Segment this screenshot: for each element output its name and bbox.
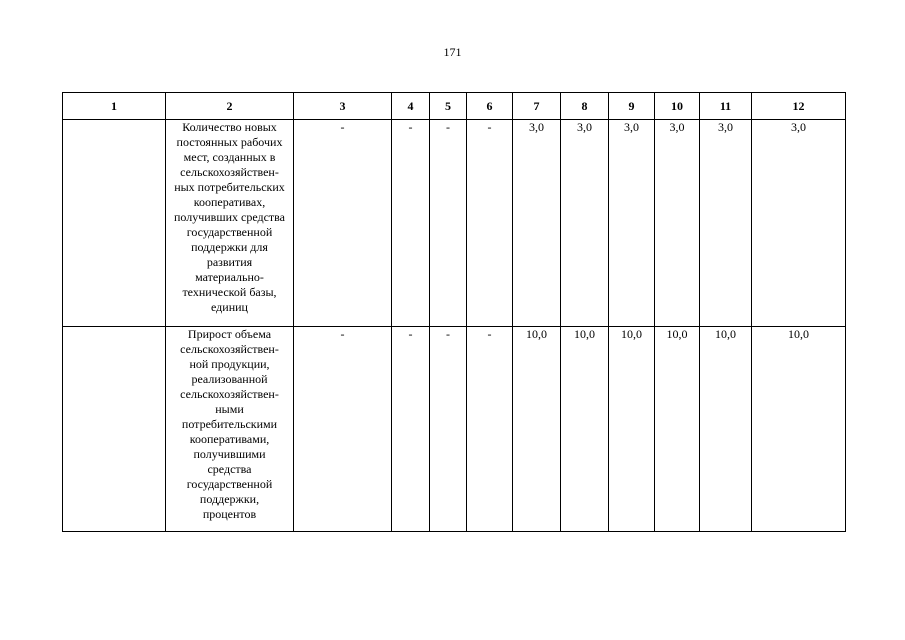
header-col-5: 5 [430, 93, 467, 120]
header-col-9: 9 [609, 93, 655, 120]
description-line: ных потребительских [174, 180, 285, 194]
description-line: поддержки для [191, 240, 268, 254]
header-col-3: 3 [294, 93, 392, 120]
value-cell: - [392, 327, 430, 532]
row-number-cell [63, 327, 166, 532]
value-cell: 10,0 [700, 327, 752, 532]
value-cell: 3,0 [752, 120, 846, 327]
value-cell: 10,0 [752, 327, 846, 532]
table-header-row [63, 93, 846, 120]
description-line: постоянных рабочих [176, 135, 283, 149]
header-col-8: 8 [561, 93, 609, 120]
value-cell: 3,0 [513, 120, 561, 327]
description-line: ными [215, 402, 244, 416]
header-col-11: 11 [700, 93, 752, 120]
description-line: сельскохозяйствен- [180, 342, 279, 356]
description-line: реализованной [191, 372, 268, 386]
value-cell: - [467, 327, 513, 532]
description-line: технической базы, [182, 285, 277, 299]
value-cell: 10,0 [655, 327, 700, 532]
value-cell: 3,0 [561, 120, 609, 327]
indicator-description [166, 120, 294, 327]
page-number: 171 [443, 45, 462, 59]
row-number-cell [63, 120, 166, 327]
header-col-12: 12 [752, 93, 846, 120]
value-cell: 3,0 [609, 120, 655, 327]
description-line: потребительскими [181, 417, 278, 431]
table-row [63, 327, 846, 532]
description-line: процентов [202, 507, 257, 521]
description-line: материально- [195, 270, 264, 284]
header-col-2: 2 [166, 93, 294, 120]
header-col-4: 4 [392, 93, 430, 120]
table-row [63, 120, 846, 327]
value-cell: - [294, 120, 392, 327]
description-line: ной продукции, [189, 357, 270, 371]
header-col-7: 7 [513, 93, 561, 120]
description-line: кооперативами, [189, 432, 270, 446]
indicator-table [62, 92, 846, 532]
description-line: поддержки, [199, 492, 260, 506]
value-cell: - [392, 120, 430, 327]
description-line: развития [206, 255, 253, 269]
description-line: получивших средства [173, 210, 286, 224]
description-line: государственной [186, 477, 273, 491]
value-cell: - [467, 120, 513, 327]
description-line: получившими [193, 447, 266, 461]
description-line: сельскохозяйствен- [180, 165, 279, 179]
description-line: кооперативах, [193, 195, 266, 209]
header-col-6: 6 [467, 93, 513, 120]
description-line: государственной [186, 225, 273, 239]
description-line: Количество новых [182, 120, 277, 134]
value-cell: 3,0 [700, 120, 752, 327]
value-cell: 10,0 [513, 327, 561, 532]
description-line: Прирост объема [187, 327, 272, 341]
value-cell: - [430, 327, 467, 532]
value-cell: 10,0 [609, 327, 655, 532]
value-cell: 3,0 [655, 120, 700, 327]
description-line: мест, созданных в [183, 150, 276, 164]
header-col-1: 1 [63, 93, 166, 120]
value-cell: 10,0 [561, 327, 609, 532]
value-cell: - [294, 327, 392, 532]
description-line: единиц [211, 300, 248, 314]
indicator-description [166, 327, 294, 532]
description-line: средства [207, 462, 252, 476]
description-line: сельскохозяйствен- [180, 387, 279, 401]
header-col-10: 10 [655, 93, 700, 120]
value-cell: - [430, 120, 467, 327]
